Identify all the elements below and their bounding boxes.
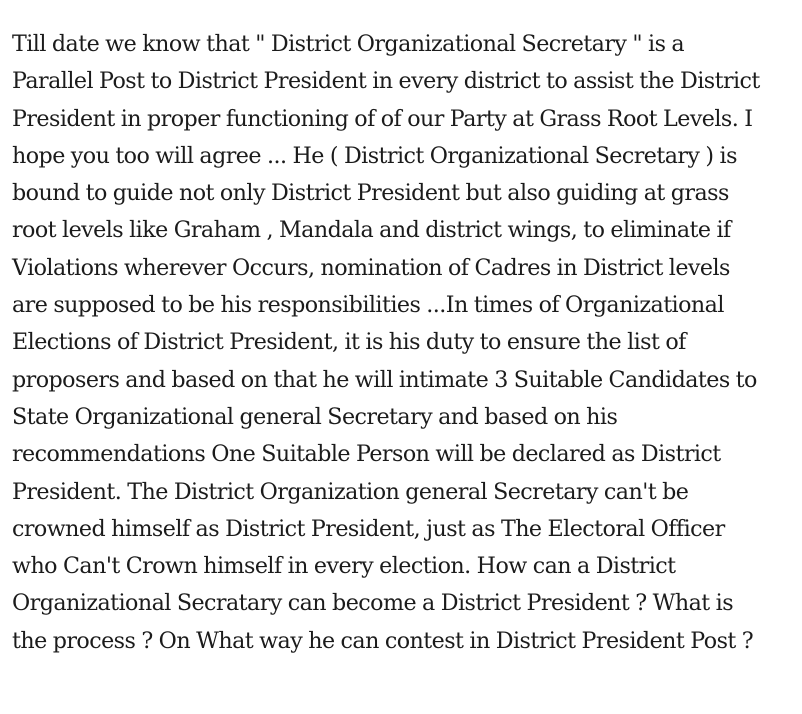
document-body [12,26,802,660]
text-line: State Organizational general Secretary and based on his [12,403,618,430]
paragraph [12,26,802,660]
text-line: President. The District Organization general Secretary can't be [12,478,689,505]
text-line: are supposed to be his responsibilities ...In times of Organizational [12,292,724,319]
text-line: Till date we know that " District Organizational Secretary " is a [12,31,685,57]
text-line: who Can't Crown himself in every election. How can a District [12,553,676,580]
text-line: Elections of District President, it is his duty to ensure the list of [12,329,686,356]
text-line: Parallel Post to District President in every district to assist the District [12,68,760,95]
text-line: President in proper functioning of of our Party at Grass Root Levels. I [12,105,753,132]
text-line: Violations wherever Occurs, nomination of Cadres in District levels [12,254,730,281]
text-line: Organizational Secratary can become a District President ? What is [12,590,734,617]
text-line: recommendations One Suitable Person will be declared as District [12,441,721,468]
text-line: bound to guide not only District President but also guiding at grass [12,180,729,207]
text-line: the process ? On What way he can contest in District President Post ? [12,627,754,654]
text-line: proposers and based on that he will intimate 3 Suitable Candidates to [12,366,757,393]
text-line: crowned himself as District President, just as The Electoral Officer [12,515,725,542]
text-line: hope you too will agree ... He ( District Organizational Secretary ) is [12,142,737,169]
text-line: root levels like Graham , Mandala and district wings, to eliminate if [12,217,731,244]
